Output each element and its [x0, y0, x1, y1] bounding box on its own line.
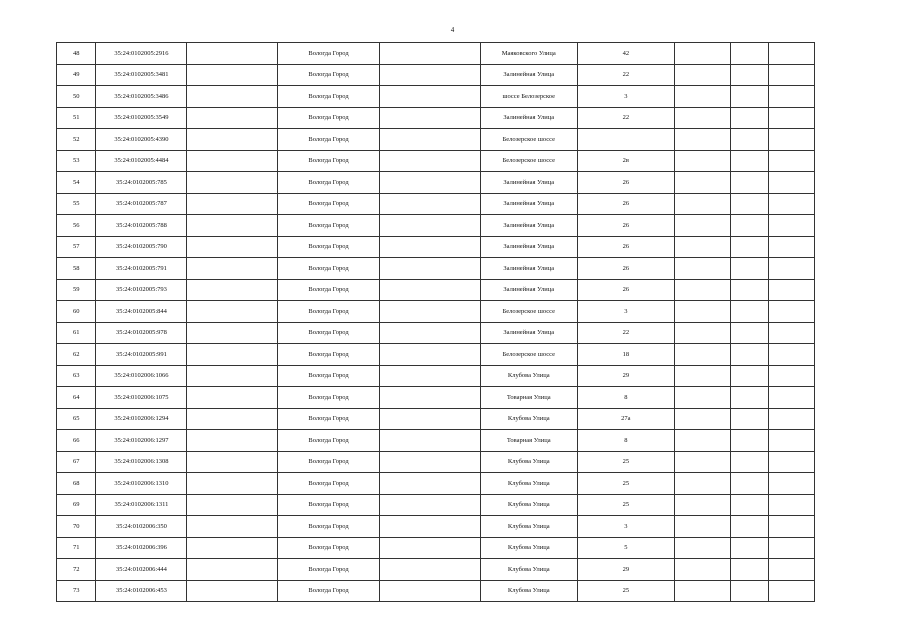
house-number-cell: 26 [577, 215, 674, 237]
empty-cell [187, 193, 278, 215]
house-number-cell: 22 [577, 107, 674, 129]
empty-cell [730, 129, 768, 151]
row-number-cell: 73 [57, 580, 96, 602]
row-number-cell: 71 [57, 537, 96, 559]
empty-cell [674, 494, 730, 516]
empty-cell [379, 516, 480, 538]
row-number-cell: 67 [57, 451, 96, 473]
empty-cell [379, 473, 480, 495]
empty-cell [187, 86, 278, 108]
empty-cell [187, 559, 278, 581]
empty-cell [379, 365, 480, 387]
house-number-cell: 42 [577, 43, 674, 65]
empty-cell [187, 344, 278, 366]
empty-cell [674, 408, 730, 430]
empty-cell [674, 344, 730, 366]
empty-cell [730, 559, 768, 581]
table-row [57, 451, 858, 473]
settlement-cell: Вологда Город [278, 537, 379, 559]
empty-cell [379, 430, 480, 452]
settlement-cell: Вологда Город [278, 86, 379, 108]
empty-cell [768, 344, 815, 366]
empty-cell [768, 279, 815, 301]
empty-cell [768, 236, 815, 258]
table-row [57, 279, 858, 301]
table-row [57, 301, 858, 323]
empty-cell [379, 215, 480, 237]
cadastral-number-cell: 35:24:0102005:4484 [96, 150, 187, 172]
cadastral-number-cell: 35:24:0102006:350 [96, 516, 187, 538]
street-cell: Клубова Улица [480, 559, 577, 581]
empty-cell [187, 473, 278, 495]
empty-cell [730, 150, 768, 172]
empty-cell [730, 580, 768, 602]
house-number-cell: 25 [577, 451, 674, 473]
empty-cell [379, 451, 480, 473]
street-cell: Маяковского Улица [480, 43, 577, 65]
empty-cell [379, 129, 480, 151]
empty-cell [768, 580, 815, 602]
row-number-cell: 49 [57, 64, 96, 86]
empty-cell [187, 580, 278, 602]
empty-cell [730, 236, 768, 258]
row-number-cell: 62 [57, 344, 96, 366]
empty-cell [730, 494, 768, 516]
empty-cell [768, 86, 815, 108]
empty-cell [187, 408, 278, 430]
empty-cell [768, 451, 815, 473]
empty-cell [379, 172, 480, 194]
table-row [57, 43, 858, 65]
cadastral-number-cell: 35:24:0102005:844 [96, 301, 187, 323]
street-cell: Клубова Улица [480, 580, 577, 602]
row-number-cell: 63 [57, 365, 96, 387]
row-number-cell: 54 [57, 172, 96, 194]
row-number-cell: 48 [57, 43, 96, 65]
empty-cell [187, 365, 278, 387]
street-cell: Белозерское шоссе [480, 344, 577, 366]
cadastral-number-cell: 35:24:0102005:991 [96, 344, 187, 366]
empty-cell [187, 301, 278, 323]
empty-cell [674, 150, 730, 172]
empty-cell [674, 107, 730, 129]
empty-cell [730, 258, 768, 280]
settlement-cell: Вологда Город [278, 580, 379, 602]
empty-cell [187, 107, 278, 129]
empty-cell [379, 408, 480, 430]
row-number-cell: 65 [57, 408, 96, 430]
street-cell: Залинейная Улица [480, 279, 577, 301]
settlement-cell: Вологда Город [278, 473, 379, 495]
settlement-cell: Вологда Город [278, 129, 379, 151]
street-cell: Залинейная Улица [480, 258, 577, 280]
settlement-cell: Вологда Город [278, 258, 379, 280]
empty-cell [730, 430, 768, 452]
settlement-cell: Вологда Город [278, 322, 379, 344]
empty-cell [768, 193, 815, 215]
street-cell: Залинейная Улица [480, 193, 577, 215]
empty-cell [379, 322, 480, 344]
row-number-cell: 59 [57, 279, 96, 301]
cadastral-number-cell: 35:24:0102006:1311 [96, 494, 187, 516]
row-number-cell: 57 [57, 236, 96, 258]
house-number-cell: 22 [577, 64, 674, 86]
empty-cell [674, 258, 730, 280]
row-number-cell: 56 [57, 215, 96, 237]
empty-cell [730, 451, 768, 473]
empty-cell [379, 537, 480, 559]
table-row [57, 387, 858, 409]
house-number-cell: 2в [577, 150, 674, 172]
house-number-cell [577, 129, 674, 151]
empty-cell [730, 516, 768, 538]
empty-cell [379, 387, 480, 409]
table-row [57, 494, 858, 516]
empty-cell [768, 516, 815, 538]
empty-cell [379, 150, 480, 172]
empty-cell [730, 408, 768, 430]
row-number-cell: 70 [57, 516, 96, 538]
empty-cell [768, 387, 815, 409]
empty-cell [379, 580, 480, 602]
cadastral-number-cell: 35:24:0102005:790 [96, 236, 187, 258]
empty-cell [730, 193, 768, 215]
street-cell: Клубова Улица [480, 516, 577, 538]
table-row [57, 344, 858, 366]
empty-cell [187, 537, 278, 559]
settlement-cell: Вологда Город [278, 64, 379, 86]
empty-cell [768, 129, 815, 151]
street-cell: Клубова Улица [480, 494, 577, 516]
house-number-cell: 8 [577, 387, 674, 409]
table-row [57, 86, 858, 108]
row-number-cell: 69 [57, 494, 96, 516]
cadastral-number-cell: 35:24:0102006:1066 [96, 365, 187, 387]
settlement-cell: Вологда Город [278, 193, 379, 215]
empty-cell [730, 387, 768, 409]
settlement-cell: Вологда Город [278, 43, 379, 65]
table-row [57, 365, 858, 387]
empty-cell [379, 236, 480, 258]
settlement-cell: Вологда Город [278, 516, 379, 538]
table-row [57, 172, 858, 194]
cadastral-number-cell: 35:24:0102006:1310 [96, 473, 187, 495]
empty-cell [768, 172, 815, 194]
cadastral-number-cell: 35:24:0102006:1294 [96, 408, 187, 430]
empty-cell [768, 408, 815, 430]
settlement-cell: Вологда Город [278, 387, 379, 409]
empty-cell [730, 365, 768, 387]
row-number-cell: 51 [57, 107, 96, 129]
registry-table [56, 42, 858, 602]
row-number-cell: 52 [57, 129, 96, 151]
empty-cell [379, 86, 480, 108]
house-number-cell: 26 [577, 172, 674, 194]
empty-cell [187, 150, 278, 172]
street-cell: Залинейная Улица [480, 236, 577, 258]
street-cell: Залинейная Улица [480, 172, 577, 194]
street-cell: Товарная Улица [480, 430, 577, 452]
empty-cell [730, 64, 768, 86]
settlement-cell: Вологда Город [278, 236, 379, 258]
house-number-cell: 26 [577, 193, 674, 215]
empty-cell [730, 344, 768, 366]
cadastral-number-cell: 35:24:0102006:1075 [96, 387, 187, 409]
row-number-cell: 66 [57, 430, 96, 452]
empty-cell [674, 236, 730, 258]
empty-cell [674, 279, 730, 301]
street-cell: Клубова Улица [480, 537, 577, 559]
empty-cell [674, 322, 730, 344]
table-row [57, 150, 858, 172]
empty-cell [187, 129, 278, 151]
table-row [57, 215, 858, 237]
cadastral-number-cell: 35:24:0102006:1297 [96, 430, 187, 452]
empty-cell [187, 43, 278, 65]
empty-cell [674, 86, 730, 108]
settlement-cell: Вологда Город [278, 301, 379, 323]
house-number-cell: 26 [577, 279, 674, 301]
empty-cell [674, 64, 730, 86]
empty-cell [187, 258, 278, 280]
table-body [57, 43, 858, 602]
empty-cell [730, 322, 768, 344]
empty-cell [379, 494, 480, 516]
table-row [57, 430, 858, 452]
empty-cell [768, 473, 815, 495]
house-number-cell: 27а [577, 408, 674, 430]
house-number-cell: 3 [577, 86, 674, 108]
street-cell: Товарная Улица [480, 387, 577, 409]
house-number-cell: 22 [577, 322, 674, 344]
empty-cell [674, 129, 730, 151]
table-row [57, 129, 858, 151]
table-row [57, 64, 858, 86]
empty-cell [379, 344, 480, 366]
empty-cell [674, 516, 730, 538]
settlement-cell: Вологда Город [278, 494, 379, 516]
empty-cell [730, 86, 768, 108]
settlement-cell: Вологда Город [278, 430, 379, 452]
empty-cell [674, 387, 730, 409]
empty-cell [768, 258, 815, 280]
row-number-cell: 50 [57, 86, 96, 108]
table-row [57, 322, 858, 344]
settlement-cell: Вологда Город [278, 344, 379, 366]
empty-cell [730, 107, 768, 129]
cadastral-number-cell: 35:24:0102005:2916 [96, 43, 187, 65]
settlement-cell: Вологда Город [278, 451, 379, 473]
cadastral-number-cell: 35:24:0102005:793 [96, 279, 187, 301]
empty-cell [674, 473, 730, 495]
empty-cell [768, 365, 815, 387]
settlement-cell: Вологда Город [278, 172, 379, 194]
house-number-cell: 29 [577, 559, 674, 581]
empty-cell [768, 150, 815, 172]
empty-cell [730, 473, 768, 495]
house-number-cell: 26 [577, 258, 674, 280]
empty-cell [379, 107, 480, 129]
settlement-cell: Вологда Город [278, 279, 379, 301]
empty-cell [674, 451, 730, 473]
settlement-cell: Вологда Город [278, 408, 379, 430]
empty-cell [674, 537, 730, 559]
cadastral-number-cell: 35:24:0102005:788 [96, 215, 187, 237]
empty-cell [187, 451, 278, 473]
empty-cell [730, 301, 768, 323]
cadastral-number-cell: 35:24:0102005:791 [96, 258, 187, 280]
table-row [57, 236, 858, 258]
cadastral-number-cell: 35:24:0102005:3486 [96, 86, 187, 108]
street-cell: шоссе Белозерское [480, 86, 577, 108]
cadastral-number-cell: 35:24:0102006:444 [96, 559, 187, 581]
empty-cell [187, 172, 278, 194]
street-cell: Белозерское шоссе [480, 129, 577, 151]
table-row [57, 559, 858, 581]
house-number-cell: 3 [577, 516, 674, 538]
empty-cell [187, 64, 278, 86]
table-row [57, 516, 858, 538]
street-cell: Залинейная Улица [480, 107, 577, 129]
table-row [57, 258, 858, 280]
table-row [57, 107, 858, 129]
empty-cell [730, 537, 768, 559]
street-cell: Белозерское шоссе [480, 301, 577, 323]
empty-cell [187, 387, 278, 409]
street-cell: Залинейная Улица [480, 215, 577, 237]
street-cell: Залинейная Улица [480, 64, 577, 86]
empty-cell [187, 215, 278, 237]
empty-cell [730, 43, 768, 65]
empty-cell [379, 193, 480, 215]
house-number-cell: 25 [577, 473, 674, 495]
cadastral-number-cell: 35:24:0102006:396 [96, 537, 187, 559]
street-cell: Клубова Улица [480, 473, 577, 495]
empty-cell [768, 559, 815, 581]
cadastral-number-cell: 35:24:0102006:453 [96, 580, 187, 602]
empty-cell [730, 279, 768, 301]
empty-cell [768, 537, 815, 559]
empty-cell [768, 43, 815, 65]
cadastral-number-cell: 35:24:0102005:785 [96, 172, 187, 194]
empty-cell [768, 301, 815, 323]
cadastral-number-cell: 35:24:0102005:3481 [96, 64, 187, 86]
empty-cell [768, 430, 815, 452]
empty-cell [768, 215, 815, 237]
house-number-cell: 5 [577, 537, 674, 559]
row-number-cell: 58 [57, 258, 96, 280]
house-number-cell: 29 [577, 365, 674, 387]
empty-cell [379, 258, 480, 280]
street-cell: Белозерское шоссе [480, 150, 577, 172]
empty-cell [768, 107, 815, 129]
empty-cell [379, 43, 480, 65]
empty-cell [379, 279, 480, 301]
cadastral-number-cell: 35:24:0102005:787 [96, 193, 187, 215]
row-number-cell: 72 [57, 559, 96, 581]
empty-cell [768, 322, 815, 344]
cadastral-number-cell: 35:24:0102005:978 [96, 322, 187, 344]
settlement-cell: Вологда Город [278, 559, 379, 581]
street-cell: Клубова Улица [480, 365, 577, 387]
table-row [57, 193, 858, 215]
empty-cell [187, 322, 278, 344]
page-number: 4 [450, 26, 455, 34]
empty-cell [674, 172, 730, 194]
empty-cell [730, 172, 768, 194]
street-cell: Залинейная Улица [480, 322, 577, 344]
empty-cell [379, 559, 480, 581]
empty-cell [674, 430, 730, 452]
table-row [57, 537, 858, 559]
cadastral-number-cell: 35:24:0102005:3549 [96, 107, 187, 129]
cadastral-number-cell: 35:24:0102006:1308 [96, 451, 187, 473]
row-number-cell: 64 [57, 387, 96, 409]
empty-cell [674, 43, 730, 65]
empty-cell [187, 494, 278, 516]
house-number-cell: 18 [577, 344, 674, 366]
street-cell: Клубова Улица [480, 451, 577, 473]
house-number-cell: 26 [577, 236, 674, 258]
empty-cell [187, 516, 278, 538]
table-row [57, 473, 858, 495]
settlement-cell: Вологда Город [278, 150, 379, 172]
empty-cell [187, 430, 278, 452]
row-number-cell: 68 [57, 473, 96, 495]
house-number-cell: 25 [577, 580, 674, 602]
empty-cell [768, 64, 815, 86]
empty-cell [187, 236, 278, 258]
empty-cell [674, 365, 730, 387]
row-number-cell: 60 [57, 301, 96, 323]
empty-cell [674, 193, 730, 215]
empty-cell [187, 279, 278, 301]
empty-cell [674, 215, 730, 237]
settlement-cell: Вологда Город [278, 365, 379, 387]
table-row [57, 580, 858, 602]
street-cell: Клубова Улица [480, 408, 577, 430]
settlement-cell: Вологда Город [278, 215, 379, 237]
empty-cell [674, 559, 730, 581]
house-number-cell: 8 [577, 430, 674, 452]
row-number-cell: 53 [57, 150, 96, 172]
cadastral-number-cell: 35:24:0102005:4390 [96, 129, 187, 151]
empty-cell [379, 301, 480, 323]
empty-cell [674, 301, 730, 323]
empty-cell [768, 494, 815, 516]
table-row [57, 408, 858, 430]
empty-cell [674, 580, 730, 602]
house-number-cell: 3 [577, 301, 674, 323]
empty-cell [730, 215, 768, 237]
settlement-cell: Вологда Город [278, 107, 379, 129]
empty-cell [379, 64, 480, 86]
house-number-cell: 25 [577, 494, 674, 516]
row-number-cell: 61 [57, 322, 96, 344]
row-number-cell: 55 [57, 193, 96, 215]
